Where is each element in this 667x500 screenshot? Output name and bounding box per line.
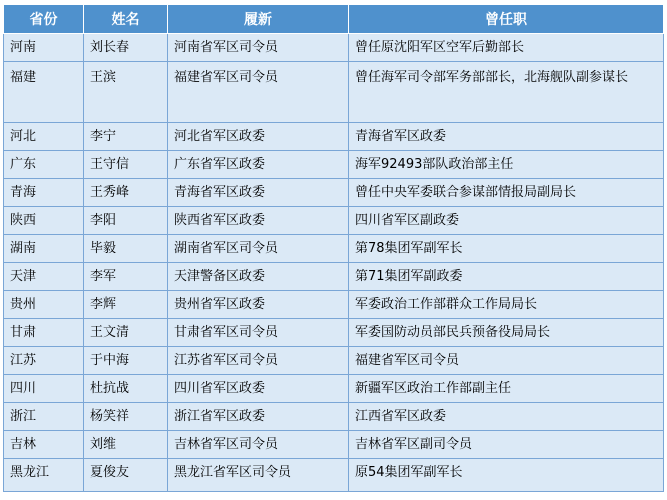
table-row <box>4 123 664 151</box>
cell-former-post: 四川省军区副政委 <box>349 207 664 235</box>
cell-former-post: 福建省军区司令员 <box>349 347 664 375</box>
cell-new-post: 湖南省军区司令员 <box>168 235 349 263</box>
header-row <box>4 5 664 34</box>
cell-former-post: 曾任海军司令部军务部部长，北海舰队副参谋长 <box>349 62 664 123</box>
cell-new-post: 江苏省军区司令员 <box>168 347 349 375</box>
table-row <box>4 62 664 123</box>
table-row <box>4 403 664 431</box>
cell-new-post: 广东省军区政委 <box>168 151 349 179</box>
cell-province: 吉林 <box>4 431 84 459</box>
cell-new-post: 青海省军区政委 <box>168 179 349 207</box>
cell-name: 夏俊友 <box>84 459 168 492</box>
cell-new-post: 吉林省军区司令员 <box>168 431 349 459</box>
cell-name: 王守信 <box>84 151 168 179</box>
cell-name: 王文清 <box>84 319 168 347</box>
cell-former-post: 军委政治工作部群众工作局局长 <box>349 291 664 319</box>
cell-name: 李军 <box>84 263 168 291</box>
header-province: 省份 <box>4 5 84 34</box>
cell-new-post: 甘肃省军区司令员 <box>168 319 349 347</box>
cell-name: 李宁 <box>84 123 168 151</box>
cell-name: 李阳 <box>84 207 168 235</box>
cell-former-post: 原54集团军副军长 <box>349 459 664 492</box>
cell-new-post: 福建省军区司令员 <box>168 62 349 123</box>
cell-new-post: 河北省军区政委 <box>168 123 349 151</box>
cell-name: 刘长春 <box>84 34 168 62</box>
table-row <box>4 235 664 263</box>
cell-province: 江苏 <box>4 347 84 375</box>
table-row <box>4 347 664 375</box>
cell-new-post: 河南省军区司令员 <box>168 34 349 62</box>
table-row <box>4 319 664 347</box>
cell-former-post: 江西省军区政委 <box>349 403 664 431</box>
cell-former-post: 第71集团军副政委 <box>349 263 664 291</box>
cell-province: 贵州 <box>4 291 84 319</box>
table-row <box>4 34 664 62</box>
table-row <box>4 375 664 403</box>
cell-new-post: 浙江省军区政委 <box>168 403 349 431</box>
cell-province: 福建 <box>4 62 84 123</box>
cell-former-post: 新疆军区政治工作部副主任 <box>349 375 664 403</box>
header-name: 姓名 <box>84 5 168 34</box>
cell-new-post: 黑龙江省军区司令员 <box>168 459 349 492</box>
header-new-post: 履新 <box>168 5 349 34</box>
table-row <box>4 151 664 179</box>
cell-province: 湖南 <box>4 235 84 263</box>
cell-province: 河北 <box>4 123 84 151</box>
cell-province: 河南 <box>4 34 84 62</box>
cell-former-post: 第78集团军副军长 <box>349 235 664 263</box>
cell-province: 四川 <box>4 375 84 403</box>
cell-new-post: 天津警备区政委 <box>168 263 349 291</box>
cell-province: 广东 <box>4 151 84 179</box>
cell-new-post: 四川省军区政委 <box>168 375 349 403</box>
cell-name: 刘维 <box>84 431 168 459</box>
cell-name: 杜抗战 <box>84 375 168 403</box>
cell-name: 于中海 <box>84 347 168 375</box>
cell-name: 毕毅 <box>84 235 168 263</box>
table-row <box>4 431 664 459</box>
table-row <box>4 459 664 492</box>
cell-name: 王滨 <box>84 62 168 123</box>
cell-province: 天津 <box>4 263 84 291</box>
table-row <box>4 291 664 319</box>
cell-province: 浙江 <box>4 403 84 431</box>
cell-province: 陕西 <box>4 207 84 235</box>
cell-former-post: 海军92493部队政治部主任 <box>349 151 664 179</box>
cell-former-post: 曾任原沈阳军区空军后勤部长 <box>349 34 664 62</box>
table-row <box>4 179 664 207</box>
table-row <box>4 207 664 235</box>
cell-former-post: 吉林省军区副司令员 <box>349 431 664 459</box>
cell-former-post: 曾任中央军委联合参谋部情报局副局长 <box>349 179 664 207</box>
cell-new-post: 陕西省军区政委 <box>168 207 349 235</box>
appointments-table <box>3 4 664 492</box>
cell-former-post: 青海省军区政委 <box>349 123 664 151</box>
cell-province: 青海 <box>4 179 84 207</box>
header-former-post: 曾任职 <box>349 5 664 34</box>
cell-new-post: 贵州省军区政委 <box>168 291 349 319</box>
cell-province: 黑龙江 <box>4 459 84 492</box>
cell-name: 李辉 <box>84 291 168 319</box>
cell-former-post: 军委国防动员部民兵预备役局局长 <box>349 319 664 347</box>
cell-name: 杨笑祥 <box>84 403 168 431</box>
cell-province: 甘肃 <box>4 319 84 347</box>
cell-name: 王秀峰 <box>84 179 168 207</box>
table-row <box>4 263 664 291</box>
